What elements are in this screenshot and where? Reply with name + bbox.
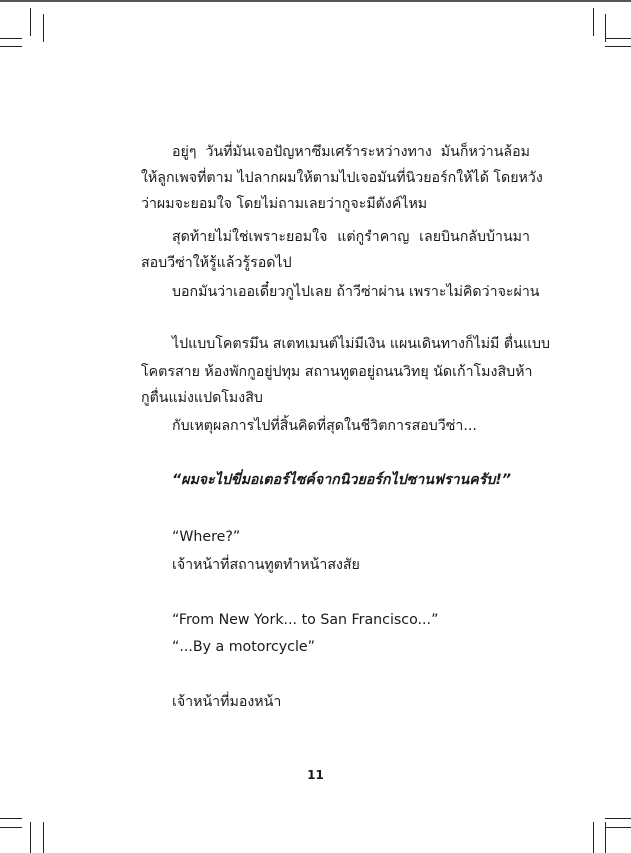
dialogue-line: “...By a motorcycle” [172, 639, 316, 655]
page-top-border [0, 0, 631, 2]
emphasized-quote: “ผมจะไปขี่มอเตอร์ไซค์จากนิวยอร์กไปซานฟรานครับ!” [172, 472, 511, 488]
paragraph-line: ว่าผมจะยอมใจ โดยไม่ถามเลยว่ากูจะมีตังค์ไหม [141, 196, 428, 212]
paragraph-line: เจ้าหน้าที่มองหน้า [172, 694, 282, 710]
paragraph-line: สอบวีซ่าให้รู้แล้วรู้รอดไป [141, 255, 292, 271]
paragraph-line: สุดท้ายไม่ใช่เพราะยอมใจ แต่กูรำคาญ เลยบินกลับบ้านมา [172, 229, 530, 245]
paragraph-line: เจ้าหน้าที่สถานทูตทำหน้าสงสัย [172, 557, 360, 573]
paragraph-line: กับเหตุผลการไปที่สิ้นคิดที่สุดในชีวิตการสอบวีซ่า... [172, 418, 477, 434]
paragraph-line: กูตื่นแม่งแปดโมงสิบ [141, 390, 263, 406]
page-number: 11 [307, 768, 324, 782]
dialogue-line: “From New York... to San Francisco...” [172, 612, 439, 628]
paragraph-line: อยู่ๆ วันที่มันเจอปัญหาซึมเศร้าระหว่างทาง มันก็หว่านล้อม [172, 144, 530, 160]
paragraph-line: ให้ลูกเพจที่ตาม ไปลากผมให้ตามไปเจอมันที่นิวยอร์กให้ได้ โดยหวัง [141, 170, 543, 186]
paragraph-line: ไปแบบโคตรมึน สเตทเมนต์ไม่มีเงิน แผนเดินทางก็ไม่มี ตื่นแบบ [172, 336, 550, 352]
paragraph-line: โคตรสาย ห้องพักกูอยู่ปทุม สถานทูตอยู่ถนนวิทยุ นัดเก้าโมงสิบห้า [141, 364, 533, 380]
dialogue-line: “Where?” [172, 529, 241, 545]
paragraph-line: บอกมันว่าเออเดี๋ยวกูไปเลย ถ้าวีซ่าผ่าน เพราะไม่คิดว่าจะผ่าน [172, 284, 540, 300]
